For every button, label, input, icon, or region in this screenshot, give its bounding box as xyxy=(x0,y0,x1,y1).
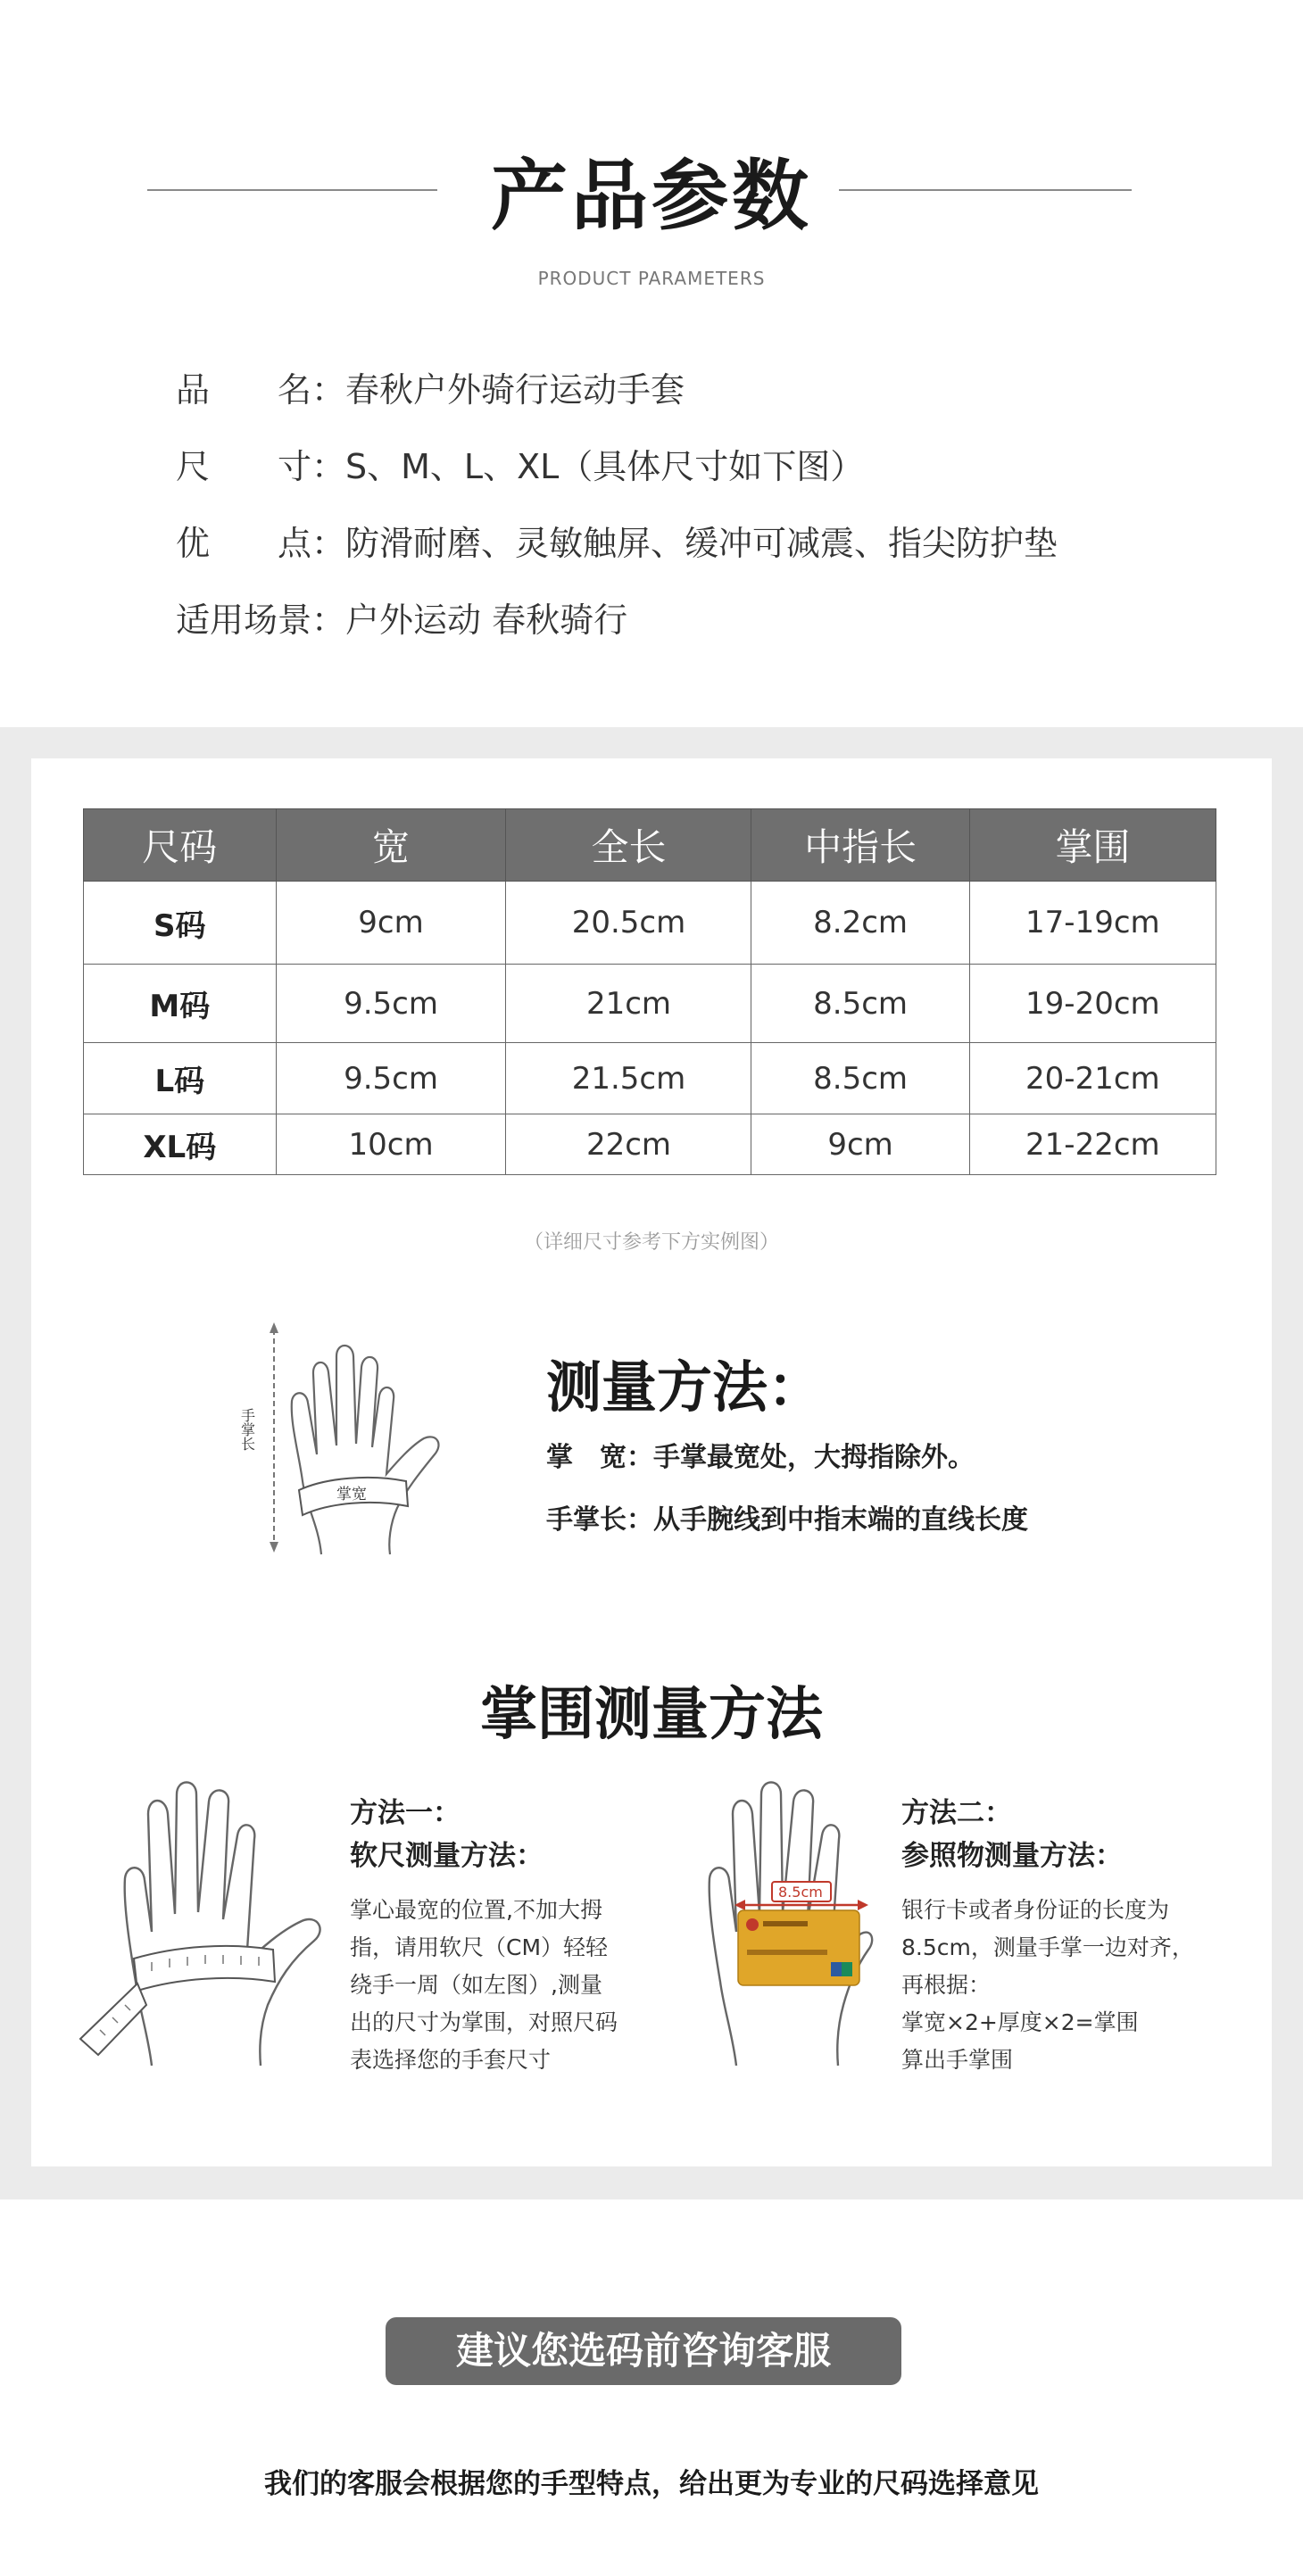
param-value: 户外运动 春秋骑行 xyxy=(345,601,628,640)
method2-title: 方法二： xyxy=(901,1797,1012,1829)
table-cell: 21.5cm xyxy=(506,1043,751,1114)
table-cell: 8.2cm xyxy=(751,882,969,965)
table-cell: 20-21cm xyxy=(969,1043,1216,1114)
param-scene xyxy=(176,598,627,642)
hand-outline xyxy=(292,1346,439,1554)
tape-band xyxy=(134,1946,275,1991)
method1-line: 绕手一周（如左图）,测量 xyxy=(350,1972,602,1998)
page-subtitle: PRODUCT PARAMETERS xyxy=(537,268,766,289)
method2-line: 算出手掌围 xyxy=(901,2047,1014,2073)
table-cell: 19-20cm xyxy=(969,965,1216,1043)
method2-line: 银行卡或者身份证的长度为 xyxy=(901,1897,1170,1923)
card-reference-illustration xyxy=(665,1771,875,2070)
hand-outline xyxy=(125,1783,320,2067)
method2-description xyxy=(901,1892,1194,2079)
girth-title: 掌围测量方法 xyxy=(480,1682,823,1748)
measure-width-text: 掌 宽：手掌最宽处，大拇指除外。 xyxy=(546,1442,975,1473)
table-cell: 21-22cm xyxy=(969,1114,1216,1175)
arrow-up-icon xyxy=(270,1322,278,1333)
table-row xyxy=(84,1043,1216,1114)
table-header-cell: 全长 xyxy=(506,809,751,882)
table-row xyxy=(84,965,1216,1043)
method2-line: 8.5cm，测量手掌一边对齐， xyxy=(901,1934,1194,1960)
unionpay-stripe-icon xyxy=(842,1962,852,1976)
page-title: 产品参数 xyxy=(491,152,812,241)
method1-line: 指，请用软尺（CM）轻轻 xyxy=(350,1934,609,1960)
param-value: 春秋户外骑行运动手套 xyxy=(345,370,685,410)
arrow-down-icon xyxy=(270,1542,278,1553)
table-cell: S码 xyxy=(84,882,277,965)
param-features xyxy=(176,521,1058,566)
table-cell: 10cm xyxy=(276,1114,506,1175)
method1-subtitle: 软尺测量方法： xyxy=(350,1840,544,1872)
table-cell: 8.5cm xyxy=(751,1043,969,1114)
param-value: 防滑耐磨、灵敏触屏、缓冲可减震、指尖防护垫 xyxy=(345,524,1058,563)
footer-text: 我们的客服会根据您的手型特点，给出更为专业的尺码选择意见 xyxy=(264,2468,1039,2500)
param-name xyxy=(176,368,685,412)
table-row xyxy=(84,882,1216,965)
table-cell: 9cm xyxy=(751,1114,969,1175)
table-cell: 22cm xyxy=(506,1114,751,1175)
bank-logo-icon xyxy=(746,1918,759,1931)
tape-measure-illustration xyxy=(71,1771,339,2070)
param-value: S、M、L、XL（具体尺寸如下图） xyxy=(345,447,865,486)
measure-title: 测量方法： xyxy=(546,1354,824,1420)
bank-name-bar xyxy=(763,1921,808,1926)
method2-line: 掌宽×2+厚度×2=掌围 xyxy=(901,2009,1139,2035)
method2-line: 再根据： xyxy=(901,1972,992,1998)
band-label: 掌宽 xyxy=(336,1486,367,1503)
length-label: 手掌长 xyxy=(238,1408,256,1451)
param-label: 尺 寸： xyxy=(176,447,346,486)
table-header-cell: 宽 xyxy=(276,809,506,882)
table-cell: 21cm xyxy=(506,965,751,1043)
param-size xyxy=(176,444,864,489)
method2-subtitle: 参照物测量方法： xyxy=(901,1840,1123,1872)
measure-length-text: 手掌长：从手腕线到中指末端的直线长度 xyxy=(546,1504,1028,1536)
method1-line: 出的尺寸为掌围，对照尺码 xyxy=(350,2009,618,2035)
card-number-bar xyxy=(747,1950,827,1955)
table-cell: 9.5cm xyxy=(276,965,506,1043)
table-cell: 17-19cm xyxy=(969,882,1216,965)
table-cell: XL码 xyxy=(84,1114,277,1175)
param-label: 适用场景： xyxy=(176,601,346,640)
method1-line: 表选择您的手套尺寸 xyxy=(350,2047,552,2073)
table-header-row xyxy=(84,809,1216,882)
table-cell: L码 xyxy=(84,1043,277,1114)
size-table xyxy=(83,808,1216,1175)
table-header-cell: 尺码 xyxy=(84,809,277,882)
card-length-label: 8.5cm xyxy=(778,1884,823,1901)
method1-title: 方法一： xyxy=(350,1797,461,1829)
consult-service-button[interactable]: 建议您选码前咨询客服 xyxy=(386,2317,901,2385)
size-note: （详细尺寸参考下方实例图） xyxy=(523,1231,779,1254)
table-header-cell: 掌围 xyxy=(969,809,1216,882)
table-cell: M码 xyxy=(84,965,277,1043)
param-label: 优 点： xyxy=(176,524,346,563)
table-cell: 9cm xyxy=(276,882,506,965)
method1-description xyxy=(350,1892,618,2079)
table-cell: 8.5cm xyxy=(751,965,969,1043)
method1-line: 掌心最宽的位置,不加大拇 xyxy=(350,1897,602,1923)
table-row xyxy=(84,1114,1216,1175)
table-header-cell: 中指长 xyxy=(751,809,969,882)
param-label: 品 名： xyxy=(176,370,346,410)
table-cell: 9.5cm xyxy=(276,1043,506,1114)
arrow-right-icon xyxy=(858,1900,868,1910)
hand-width-illustration xyxy=(237,1321,477,1566)
table-cell: 20.5cm xyxy=(506,882,751,965)
